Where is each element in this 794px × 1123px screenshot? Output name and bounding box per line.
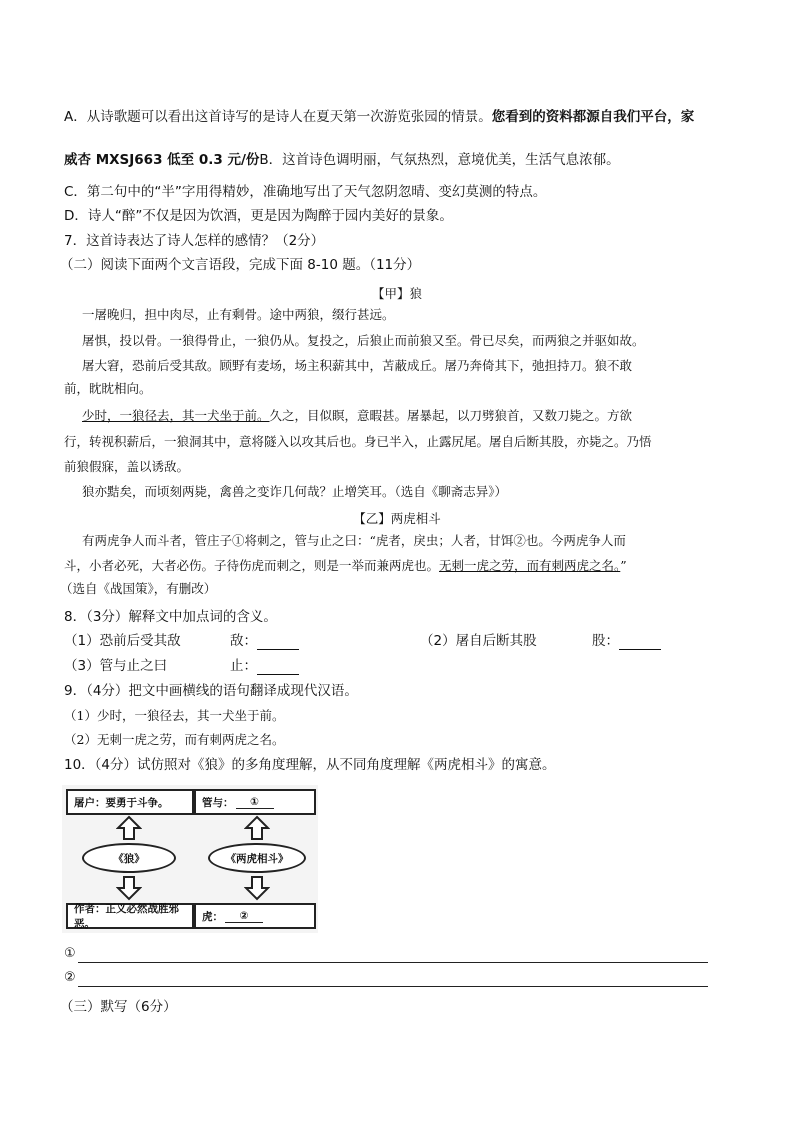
blank-1[interactable]: ① xyxy=(236,796,274,809)
meaning-diagram xyxy=(62,785,318,933)
yi-paragraph-line-2 xyxy=(64,557,627,575)
option-a-text: A．从诗歌题可以看出这首诗写的是诗人在夏天第一次游览张园的情景。 xyxy=(64,109,492,125)
question-9: 9．（4分）把文中画横线的语句翻译成现代汉语。 xyxy=(64,683,358,699)
q8-item-2: （2）屠自后断其股 xyxy=(420,633,537,649)
yi-paragraph-line-1: 有两虎争人而斗者，管庄子①将刺之，管与止之曰：“虎者，戾虫；人者，甘饵②也。今两虎争人而 xyxy=(82,533,626,548)
option-d: D．诗人“醉”不仅是因为饮酒，更是因为陶醉于园内美好的景象。 xyxy=(64,208,453,224)
q8-item-3: （3）管与止之曰 xyxy=(64,658,168,674)
guanyu-label: 管与： xyxy=(202,796,234,809)
down-arrow-icon xyxy=(116,875,142,901)
q8-item-1: （1）恐前后受其敌 xyxy=(64,633,181,649)
up-arrow-icon xyxy=(244,815,270,841)
ad-text-1: 您看到的资料都源自我们平台，家 xyxy=(491,109,695,125)
question-7: 7．这首诗表达了诗人怎样的感情？（2分） xyxy=(64,233,325,249)
yi-paragraph-text: 斗，小者必死，大者必伤。子待伤虎而刺之，则是一举而兼两虎也。 xyxy=(64,558,440,573)
section-3-heading: （三）默写（6分） xyxy=(60,999,177,1015)
jia-paragraph-3-line-1: 屠大窘，恐前后受其敌。顾野有麦场，场主积薪其中，苫蔽成丘。屠乃奔倚其下，弛担持刀。狼不敢 xyxy=(82,358,633,373)
passage-yi-title: 【乙】两虎相斗 xyxy=(353,511,441,526)
guanyu-box xyxy=(194,789,316,815)
option-b-text: B．这首诗色调明丽，气氛热烈，意境优美，生活气息浓郁。 xyxy=(259,152,620,168)
option-c: C．第二句中的“半”字用得精妙，准确地写出了天气忽阴忽晴、变幻莫测的特点。 xyxy=(64,184,547,200)
underlined-sentence-2: 无刺一虎之劳，而有刺两虎之名。 xyxy=(439,558,621,573)
option-b-line xyxy=(64,151,620,169)
up-arrow-icon xyxy=(116,815,142,841)
tiger-label: 虎： xyxy=(202,910,223,923)
blank-2[interactable]: ② xyxy=(225,910,263,923)
jia-paragraph-2: 屠惧，投以骨。一狼得骨止，一狼仍从。复投之，后狼止而前狼又至。骨已尽矣，而两狼之并驱如故。 xyxy=(82,333,645,348)
answer-blank[interactable] xyxy=(619,636,661,650)
underlined-sentence-1: 少时，一狼径去，其一犬坐于前。 xyxy=(82,408,270,423)
jia-paragraph-1: 一屠晚归，担中肉尽，止有剩骨。途中两狼，缀行甚远。 xyxy=(82,307,395,322)
q8-item-2-answer xyxy=(592,632,661,650)
answer-blank[interactable] xyxy=(257,636,299,650)
q8-item-1-answer xyxy=(230,632,299,650)
jia-paragraph-5: 狼亦黠矣，而顷刻两毙，禽兽之变诈几何哉？止增笑耳。（选自《聊斋志异》） xyxy=(82,484,508,499)
q9-item-2: （2）无刺一虎之劳，而有刺两虎之名。 xyxy=(64,732,285,747)
jia-paragraph-3-line-2: 前，眈眈相向。 xyxy=(64,381,152,396)
ad-text-2: 威杏 MXSJ663 低至 0.3 元/份 xyxy=(64,152,260,168)
jia-paragraph-4-line-1 xyxy=(82,407,632,425)
q8-item-3-answer xyxy=(230,657,299,675)
answer-blank[interactable] xyxy=(257,661,299,675)
answer-1-marker: ① xyxy=(64,946,76,961)
author-box: 作者：正义必然战胜邪恶。 xyxy=(66,903,194,929)
jia-paragraph-4-rest: 久之，目似瞑，意暇甚。屠暴起，以刀劈狼首，又数刀毙之。方欲 xyxy=(269,408,633,423)
answer-line-2[interactable] xyxy=(78,986,708,987)
wolf-oval: 《狼》 xyxy=(82,843,176,873)
answer-2-marker: ② xyxy=(64,970,76,985)
two-tigers-oval: 《两虎相斗》 xyxy=(208,843,306,873)
tiger-box xyxy=(194,903,316,929)
q8-item-3-key: 止： xyxy=(230,658,257,674)
section-2-heading: （二）阅读下面两个文言语段，完成下面 8-10 题。（11分） xyxy=(60,257,421,273)
closing-quote: ” xyxy=(620,558,627,573)
yi-source: （选自《战国策》，有删改） xyxy=(60,581,217,596)
jia-paragraph-4-line-3: 前狼假寐，盖以诱敌。 xyxy=(64,459,190,474)
jia-paragraph-4-line-2: 行，转视积薪后，一狼洞其中，意将隧入以攻其后也。身已半入，止露尻尾。屠自后断其股，亦毙之。乃悟 xyxy=(64,434,652,449)
down-arrow-icon xyxy=(244,875,270,901)
answer-line-1[interactable] xyxy=(78,962,708,963)
question-8: 8．（3分）解释文中加点词的含义。 xyxy=(64,609,277,625)
passage-jia-title: 【甲】狼 xyxy=(371,286,422,301)
option-a xyxy=(64,108,694,126)
q8-item-2-key: 股： xyxy=(592,633,619,649)
q8-item-1-key: 敌： xyxy=(230,633,257,649)
question-10: 10．（4分）试仿照对《狼》的多角度理解，从不同角度理解《两虎相斗》的寓意。 xyxy=(64,757,556,773)
q9-item-1: （1）少时，一狼径去，其一犬坐于前。 xyxy=(64,708,285,723)
butcher-box: 屠户：要勇于斗争。 xyxy=(66,789,194,815)
